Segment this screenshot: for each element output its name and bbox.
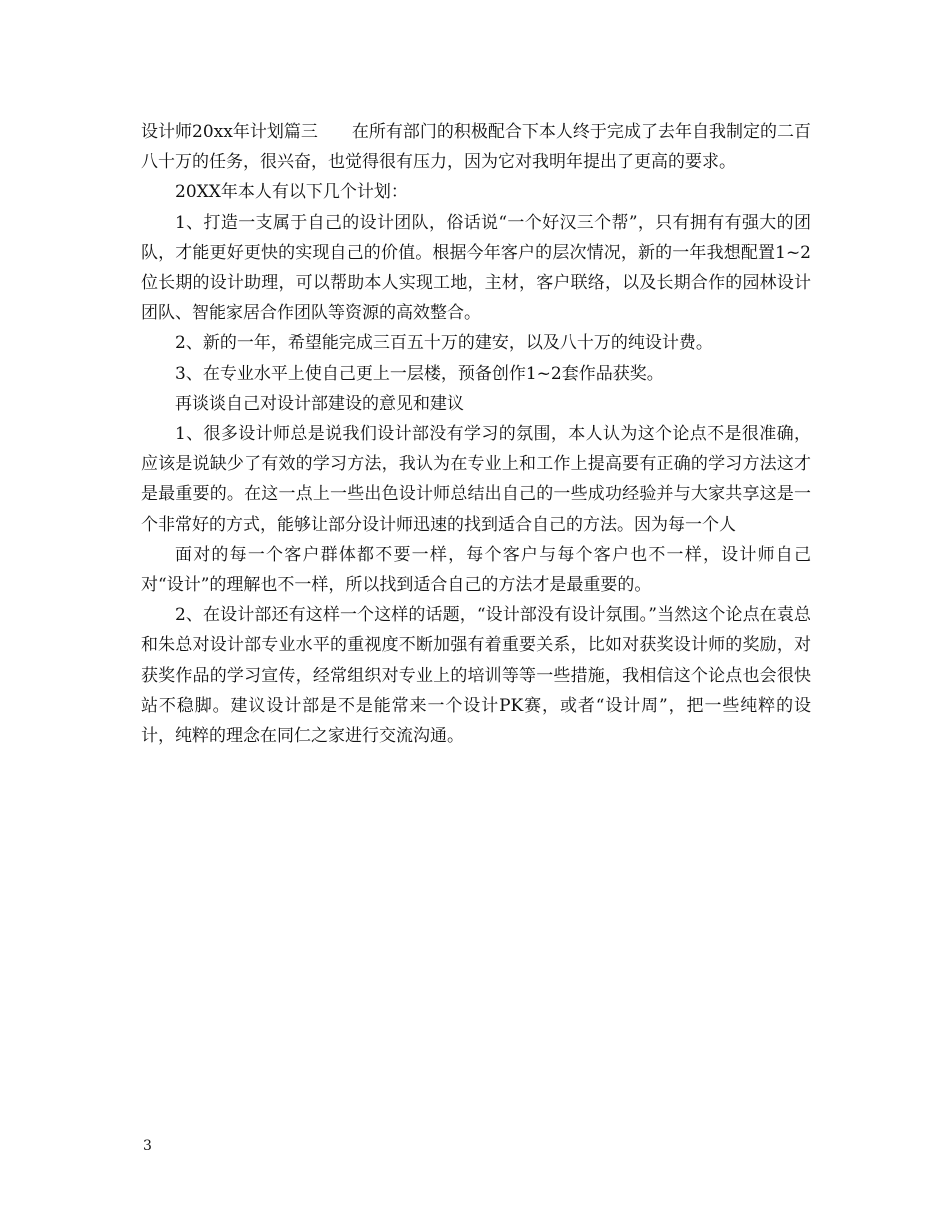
paragraph-suggestion-1-continued: 面对的每一个客户群体都不要一样，每个客户与每个客户也不一样，设计师自己对“设计”的理解也不一样，所以找到适合自己的方法才是最重要的。 bbox=[141, 544, 811, 596]
paragraph-plan-2: 2、新的一年，希望能完成三百五十万的建安，以及八十万的纯设计费。 bbox=[175, 333, 713, 354]
document-body bbox=[141, 117, 811, 751]
page-number: 3 bbox=[143, 1138, 152, 1154]
paragraph-plan-heading: 20XX年本人有以下几个计划： bbox=[175, 182, 408, 203]
paragraph-suggestion-1: 1、很多设计师总是说我们设计部没有学习的氛围，本人认为这个论点不是很准确，应该是说缺少了有效的学习方法，我认为在专业上和工作上提高要有正确的学习方法这才是最重要的。在这一点上一些出色设计师总结出自己的一些成功经验并与大家共享这是一个非常好的方式，能够让部分设计师迅速的找到适合自己的方法。因为每一个人 bbox=[141, 424, 811, 535]
paragraph-suggestions-heading: 再谈谈自己对设计部建设的意见和建议 bbox=[175, 393, 464, 414]
paragraph-plan-1: 1、打造一支属于自己的设计团队，俗话说“一个好汉三个帮”，只有拥有有强大的团队，才能更好更快的实现自己的价值。根据今年客户的层次情况，新的一年我想配置1~2位长期的设计助理，可以帮助本人实现工地，主材，客户联络，以及长期合作的园林设计团队、智能家居合作团队等资源的高效整合。 bbox=[141, 212, 811, 324]
paragraph-suggestion-2: 2、在设计部还有这样一个这样的话题，“设计部没有设计氛围。”当然这个论点在袁总和朱总对设计部专业水平的重视度不断加强有着重要关系，比如对获奖设计师的奖励，对获奖作品的学习宣传，经常组织对专业上的培训等等一些措施，我相信这个论点也会很快站不稳脚。建议设计部是不是能常来一个设计PK赛，或者“设计周”，把一些纯粹的设计，纯粹的理念在同仁之家进行交流沟通。 bbox=[141, 605, 811, 747]
paragraph-intro: 设计师20xx年计划篇三 在所有部门的积极配合下本人终于完成了去年自我制定的二百八十万的任务，很兴奋，也觉得很有压力，因为它对我明年提出了更高的要求。 bbox=[141, 122, 811, 173]
paragraph-plan-3: 3、在专业水平上使自己更上一层楼，预备创作1~2套作品获奖。 bbox=[175, 363, 664, 384]
